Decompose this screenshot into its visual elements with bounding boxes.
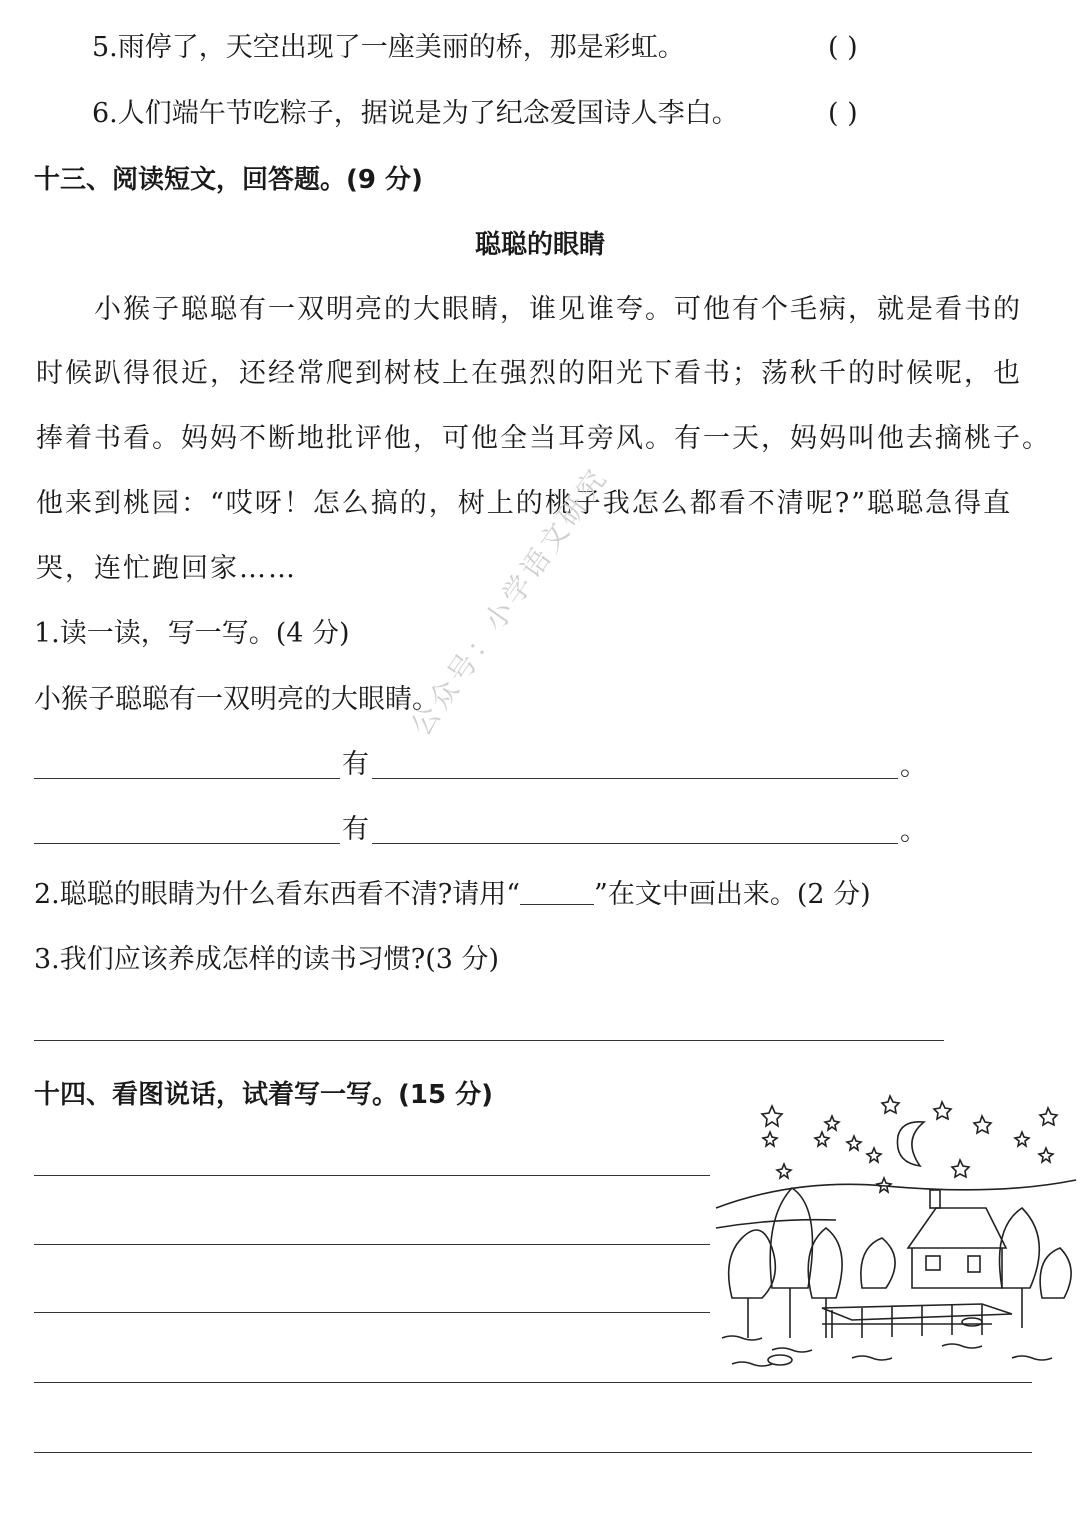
story-line-4: 他来到桃园：“哎呀！怎么搞的，树上的桃子我怎么都看不清呢?”聪聪急得直 (36, 488, 1013, 519)
section-13-heading: 十三、阅读短文，回答题。(9 分) (34, 165, 423, 195)
watermark: 公众号：小学语文研究 (404, 460, 615, 742)
tf-item-5: 5.雨停了，天空出现了一座美丽的桥，那是彩虹。 (92, 32, 685, 63)
fill-blank-1a[interactable] (34, 778, 340, 779)
section-14-heading: 十四、看图说话，试着写一写。(15 分) (34, 1080, 493, 1110)
writing-line-1[interactable] (34, 1175, 710, 1176)
question-2-after: ”在文中画出来。(2 分) (594, 879, 871, 910)
writing-line-2[interactable] (34, 1244, 710, 1245)
question-2-before: 2.聪聪的眼睛为什么看东西看不清?请用“ (34, 879, 521, 910)
fill-blank-1b[interactable] (372, 778, 898, 779)
trees (729, 1188, 1071, 1338)
tf-item-6: 6.人们端午节吃粽子，据说是为了纪念爱国诗人李白。 (92, 98, 739, 129)
question-1-example: 小猴子聪聪有一双明亮的大眼睛。 (34, 684, 439, 715)
fill-end-2: 。 (900, 816, 927, 847)
answer-paren-5[interactable]: ( ) (828, 32, 858, 63)
writing-line-5[interactable] (34, 1452, 1032, 1453)
answer-line-q3[interactable] (34, 1040, 944, 1041)
underline-sample (520, 880, 594, 905)
question-2 (34, 875, 871, 915)
story-line-1: 小猴子聪聪有一双明亮的大眼睛，谁见谁夸。可他有个毛病，就是看书的 (94, 294, 1022, 325)
fill-word-1: 有 (342, 749, 369, 780)
fill-blank-2a[interactable] (34, 843, 340, 844)
fill-end-1: 。 (900, 751, 927, 782)
story-line-2: 时候趴得很近，还经常爬到树枝上在强烈的阳光下看书；荡秋千的时候呢，也 (36, 358, 1022, 389)
story-line-5: 哭，连忙跑回家…… (36, 553, 297, 584)
writing-line-4[interactable] (34, 1382, 1032, 1383)
fill-word-2: 有 (342, 814, 369, 845)
star-icons (762, 1096, 1057, 1192)
dock (822, 1304, 1012, 1338)
water-lines (722, 1318, 1052, 1366)
writing-line-3[interactable] (34, 1312, 710, 1313)
story-line-3: 捧着书看。妈妈不断地批评他，可他全当耳旁风。有一天，妈妈叫他去摘桃子。 (36, 423, 1051, 454)
question-3: 3.我们应该养成怎样的读书习惯?(3 分) (34, 944, 500, 975)
house (908, 1190, 1006, 1288)
question-1: 1.读一读，写一写。(4 分) (34, 618, 350, 649)
story-title: 聪聪的眼睛 (474, 230, 605, 260)
answer-paren-6[interactable]: ( ) (828, 98, 858, 129)
night-scene-illustration (712, 1088, 1080, 1376)
moon-icon (897, 1122, 924, 1166)
fill-blank-2b[interactable] (372, 843, 898, 844)
